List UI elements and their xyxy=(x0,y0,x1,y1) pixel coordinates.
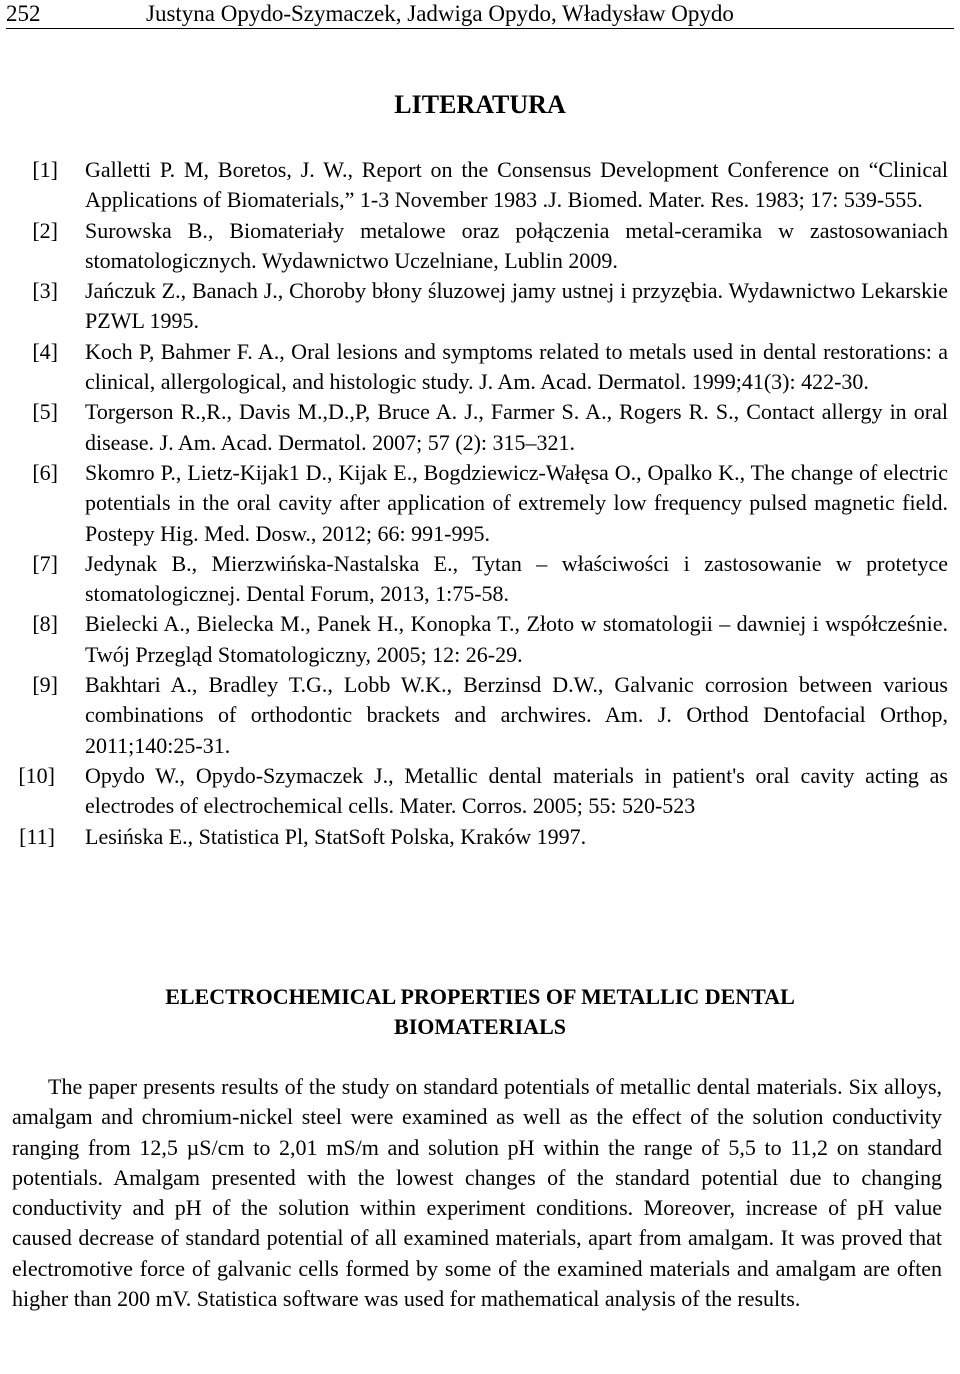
reference-number: [9] xyxy=(32,672,58,698)
reference-number: [3] xyxy=(32,278,58,304)
reference-text: Koch P, Bahmer F. A., Oral lesions and symptoms related to metals used in dental restorations: a clinical, allergological, and histologic study. J. Am. Acad. Dermatol. 1999;41(3): 422-30. xyxy=(85,338,948,395)
reference-text: Torgerson R.,R., Davis M.,D.,P, Bruce A. J., Farmer S. A., Rogers R. S., Contact allergy in oral disease. J. Am. Acad. Dermatol. 2007; 57 (2): 315–321. xyxy=(85,399,948,455)
reference-item xyxy=(0,761,960,822)
reference-text: Jedynak B., Mierzwińska-Nastalska E., Tytan – właściwości i zastosowanie w protetyce stomatologicznej. Dental Forum, 2013, 1:75-58. xyxy=(85,550,948,607)
reference-list xyxy=(0,155,960,852)
reference-text: Bakhtari A., Bradley T.G., Lobb W.K., Berzinsd D.W., Galvanic corrosion between various combinations of orthodontic brackets and archwires. Am. J. Orthod Dentofacial Orthop, 2011;140:25-31. xyxy=(85,672,948,758)
reference-item xyxy=(0,458,960,549)
reference-text: Lesińska E., Statistica Pl, StatSoft Polska, Kraków 1997. xyxy=(85,823,587,849)
reference-item xyxy=(0,276,960,337)
reference-text: Jańczuk Z., Banach J., Choroby błony śluzowej jamy ustnej i przyzębia. Wydawnictwo Lekarskie PZWL 1995. xyxy=(85,278,948,334)
reference-number: [10] xyxy=(18,762,55,788)
reference-item xyxy=(0,337,960,398)
reference-number: [5] xyxy=(32,399,58,425)
reference-number: [2] xyxy=(32,217,58,243)
reference-text: Galletti P. M, Boretos, J. W., Report on the Consensus Development Conference on “Clinical Applications of Biomaterials,” 1-3 November 1983 .J. Biomed. Mater. Res. 1983; 17: 539-555. xyxy=(85,157,948,213)
reference-item xyxy=(0,609,960,670)
reference-item xyxy=(0,822,960,852)
reference-item xyxy=(0,670,960,761)
header-authors: Justyna Opydo-Szymaczek, Jadwiga Opydo, Władysław Opydo xyxy=(146,1,734,26)
reference-text: Surowska B., Biomateriały metalowe oraz połączenia metal-ceramika w zastosowaniach stomatologicznych. Wydawnictwo Uczelniane, Lublin 2009. xyxy=(85,217,948,273)
abstract-title-line: BIOMATERIALS xyxy=(394,1014,566,1039)
reference-item xyxy=(0,549,960,610)
reference-number: [4] xyxy=(32,338,58,364)
reference-item xyxy=(0,216,960,277)
reference-number: [7] xyxy=(32,550,58,576)
reference-text: Bielecki A., Bielecka M., Panek H., Konopka T., Złoto w stomatologii – dawniej i współcześnie. Twój Przegląd Stomatologiczny, 2005; 12: 26-29. xyxy=(85,611,948,667)
literature-heading: LITERATURA xyxy=(394,90,566,119)
reference-number: [11] xyxy=(19,823,55,849)
running-header xyxy=(6,0,954,29)
reference-number: [6] xyxy=(32,459,58,485)
reference-text: Skomro P., Lietz-Kijak1 D., Kijak E., Bogdziewicz-Wałęsa O., Opalko K., The change of electric potentials in the oral cavity after application of extremely low frequency pulsed magnetic field. Postepy Hig. Med. Dosw., 2012; 66: 991-995. xyxy=(85,459,948,546)
abstract-title xyxy=(0,982,960,1042)
reference-number: [1] xyxy=(32,157,58,182)
abstract-paragraph: The paper presents results of the study on standard potentials of metallic dental materials. Six alloys, amalgam and chromium-nickel steel were examined as well as the effect of the solution conductivity ranging from 12,5 µS/cm to 2,01 mS/m and solution pH within the range of 5,5 to 11,2 on standard potentials. Amalgam presented with the lowest changes of the standard potential due to changing conductivity and pH of the solution within experiment conditions. Moreover, increase of pH value caused decrease of standard potential of all examined materials, apart from amalgam. It was proved that electromotive force of galvanic cells formed by some of the examined materials and amalgam are often higher than 200 mV. Statistica software was used for mathematical analysis of the results. xyxy=(12,1074,942,1312)
page-number: 252 xyxy=(6,1,41,26)
reference-item xyxy=(0,397,960,458)
abstract-title-line: ELECTROCHEMICAL PROPERTIES OF METALLIC DENTAL xyxy=(165,984,795,1009)
reference-item xyxy=(0,155,960,216)
reference-number: [8] xyxy=(32,611,58,637)
reference-text: Opydo W., Opydo-Szymaczek J., Metallic dental materials in patient's oral cavity acting as electrodes of electrochemical cells. Mater. Corros. 2005; 55: 520-523 xyxy=(85,762,948,819)
